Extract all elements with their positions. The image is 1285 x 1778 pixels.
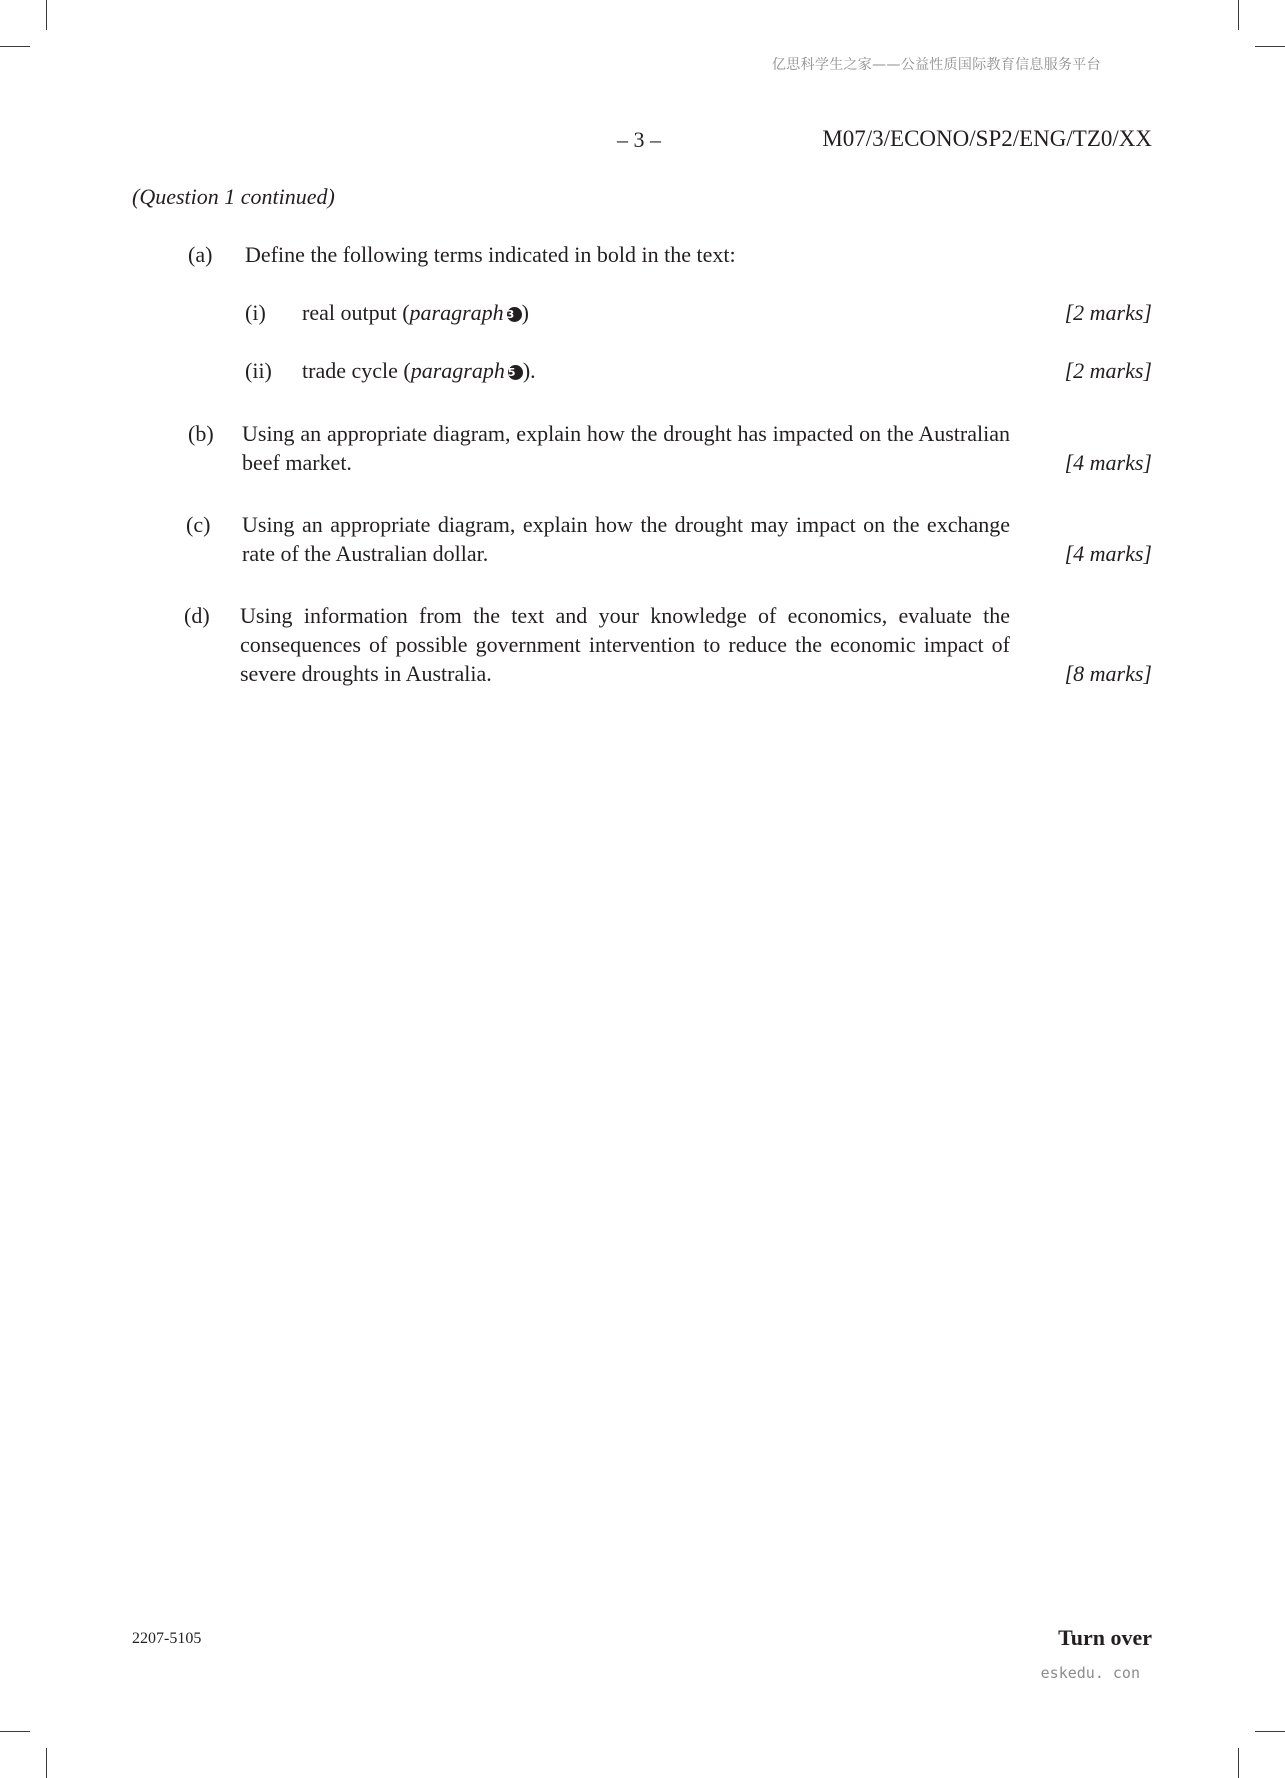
marks-a-ii: [2 marks] xyxy=(1064,358,1152,383)
watermark-top: 亿思科学生之家——公益性质国际教育信息服务平台 xyxy=(772,57,1101,73)
crop-mark xyxy=(0,1731,30,1732)
question-a-ii-text xyxy=(302,356,536,385)
question-d-label: (d) xyxy=(184,603,210,628)
crop-mark xyxy=(1238,1748,1239,1778)
turn-over: Turn over xyxy=(1058,1625,1152,1650)
question-a-label: (a) xyxy=(188,242,213,267)
question-continued: (Question 1 continued) xyxy=(132,184,335,209)
page-number: – 3 – xyxy=(617,127,661,152)
question-a-ii-label: (ii) xyxy=(245,358,272,383)
paragraph-word: paragraph xyxy=(409,300,504,325)
question-a-i-label: (i) xyxy=(245,300,266,325)
question-c-label: (c) xyxy=(186,512,211,537)
paper-code: M07/3/ECONO/SP2/ENG/TZ0/XX xyxy=(822,126,1152,151)
crop-mark xyxy=(1255,1731,1285,1732)
marks-c: [4 marks] xyxy=(1064,541,1152,566)
marks-a-i: [2 marks] xyxy=(1064,300,1152,325)
marks-d: [8 marks] xyxy=(1064,661,1152,686)
marks-b: [4 marks] xyxy=(1064,450,1152,475)
question-a-i-text xyxy=(302,298,529,327)
closing-paren: ). xyxy=(522,358,536,383)
paragraph-word: paragraph xyxy=(410,358,505,383)
watermark-bottom: eskedu. con xyxy=(1040,1664,1140,1682)
footer-code: 2207-5105 xyxy=(132,1630,202,1647)
closing-paren: ) xyxy=(521,300,529,325)
term-trade-cycle: trade cycle ( xyxy=(302,358,411,383)
crop-mark xyxy=(1238,0,1239,30)
question-b-text: Using an appropriate diagram, explain how the drought has impacted on the Australian beef market. xyxy=(242,421,1010,475)
crop-mark xyxy=(1255,46,1285,47)
question-c-text: Using an appropriate diagram, explain how the drought may impact on the exchange rate of the Australian dollar. xyxy=(242,512,1010,566)
paragraph-5-icon: 5 xyxy=(508,365,523,380)
question-a-text: Define the following terms indicated in bold in the text: xyxy=(245,242,736,267)
term-real-output: real output ( xyxy=(302,300,410,325)
question-b-label: (b) xyxy=(188,421,214,446)
crop-mark xyxy=(46,1748,47,1778)
crop-mark xyxy=(46,0,47,30)
crop-mark xyxy=(0,46,30,47)
paragraph-3-icon: 3 xyxy=(507,307,522,322)
question-d-text: Using information from the text and your knowledge of economics, evaluate the consequences of possible government intervention to reduce the economic impact of severe droughts in Australia. xyxy=(240,603,1010,686)
